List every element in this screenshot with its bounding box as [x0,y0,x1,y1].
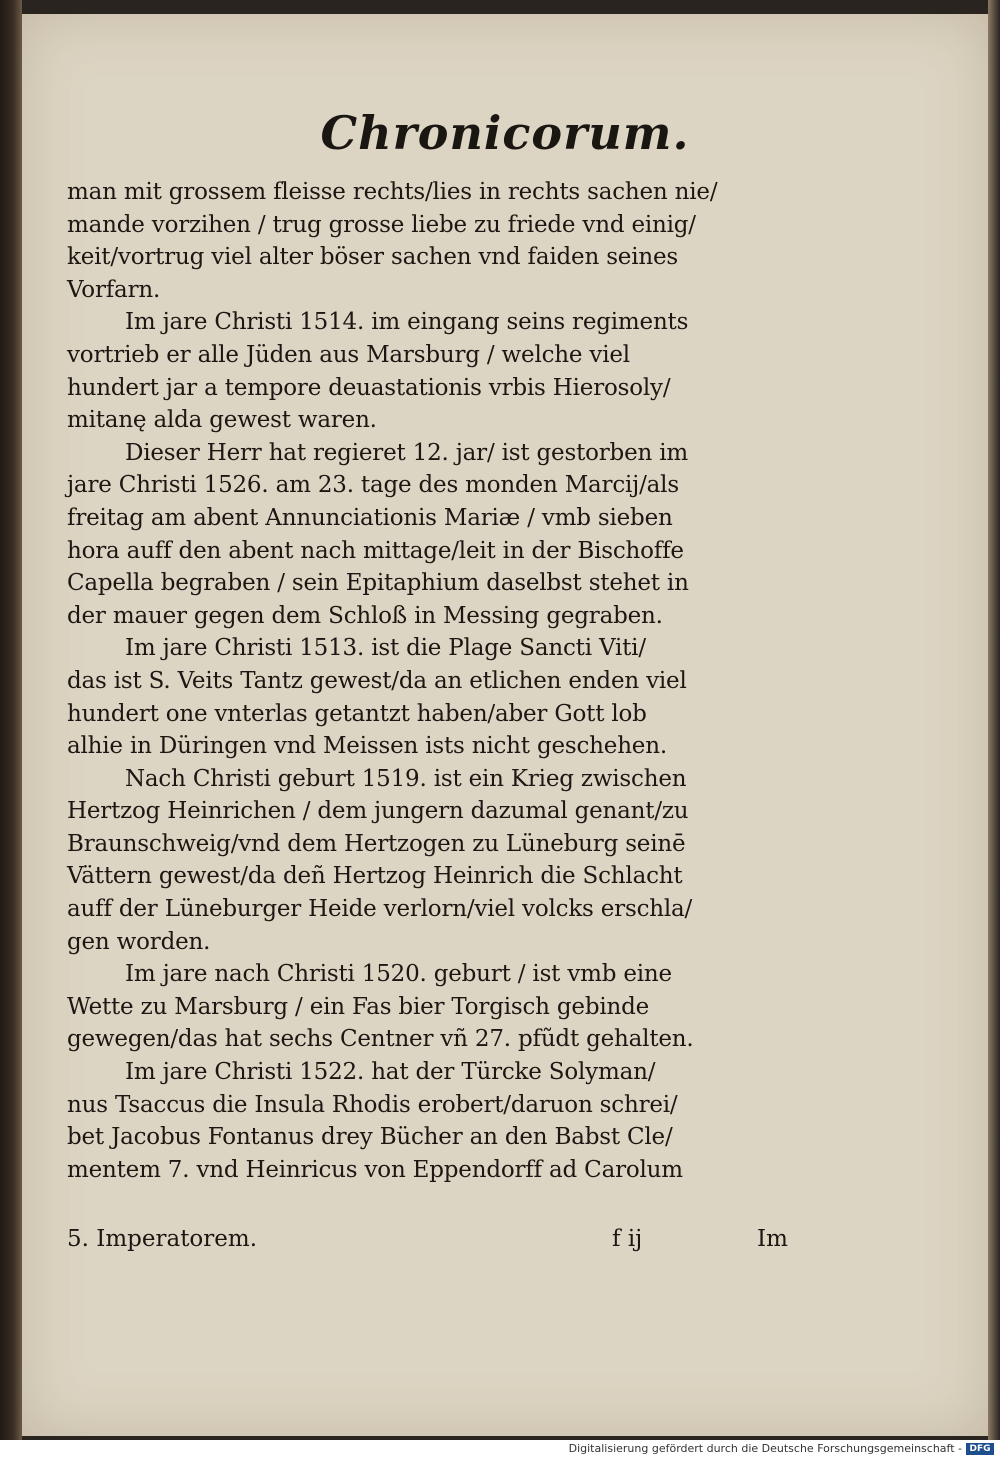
text-line: alhie in Düringen vnd Meissen ists nicht geschehen. [67,733,667,760]
text-line: hundert one vnterlas getantzt haben/aber Gott lob [67,700,647,727]
text-line: gewegen/das hat sechs Centner vñ 27. pfũdt gehalten. [67,1026,694,1053]
text-line: nus Tsaccus die Insula Rhodis erobert/daruon schrei/ [67,1091,678,1118]
text-line: Braunschweig/vnd dem Hertzogen zu Lüneburg seinē [67,830,686,857]
credit-bar [0,1440,1000,1458]
text-line: der mauer gegen dem Schloß in Messing gegraben. [67,602,663,629]
text-line: mande vorzihen / trug grosse liebe zu friede vnd einig/ [67,211,696,238]
catchword: Im [757,1226,788,1252]
dfg-logo: DFG [966,1443,994,1455]
text-line: Im jare nach Christi 1520. geburt / ist vmb eine [125,961,672,988]
text-line: man mit grossem fleisse rechts/lies in rechts sachen nie/ [67,179,718,205]
text-line: bet Jacobus Fontanus drey Bücher an den Babst Cle/ [67,1124,673,1151]
text-line: Im jare Christi 1522. hat der Türcke Solyman/ [125,1059,656,1086]
book-page [22,14,988,1436]
text-line: Vättern gewest/da deñ Hertzog Heinrich die Schlacht [67,863,683,890]
text-line: hora auff den abent nach mittage/leit in der Bischoffe [67,537,684,564]
text-line: das ist S. Veits Tantz gewest/da an etlichen enden viel [67,667,687,694]
text-line: vortrieb er alle Jüden aus Marsburg / welche viel [67,341,630,368]
book-spine-edge [0,0,22,1440]
running-head: Chronicorum. [320,106,690,160]
text-line: Nach Christi geburt 1519. ist ein Krieg zwischen [125,765,687,792]
text-line: mitanę alda gewest waren. [67,407,377,434]
text-line: Dieser Herr hat regieret 12. jar/ ist gestorben im [125,439,688,466]
body-text [67,176,812,1186]
text-line: Vorfarn. [67,276,161,303]
text-line: Im jare Christi 1514. im eingang seins regiments [125,309,689,336]
last-line: 5. Imperatorem. [67,1226,258,1252]
text-line: Hertzog Heinrichen / dem jungern dazumal genant/zu [67,798,689,825]
page-right-edge [988,0,1000,1440]
credit-text: Digitalisierung gefördert durch die Deutsche Forschungsgemeinschaft - [568,1442,962,1455]
text-line: jare Christi 1526. am 23. tage des monden Marcij/als [67,472,679,499]
text-line: auff der Lüneburger Heide verlorn/viel volcks erschla/ [67,896,693,923]
text-line: Wette zu Marsburg / ein Fas bier Torgisch gebinde [67,993,650,1020]
text-line: keit/vortrug viel alter böser sachen vnd faiden seines [67,244,678,271]
page-footer-line [22,1219,787,1259]
text-line: hundert jar a tempore deuastationis vrbis Hierosoly/ [67,374,671,401]
text-line: gen worden. [67,928,211,955]
text-line: Im jare Christi 1513. ist die Plage Sancti Viti/ [125,635,646,662]
text-line: freitag am abent Annunciationis Mariæ / vmb sieben [67,504,673,531]
text-line: Capella begraben / sein Epitaphium daselbst stehet in [67,570,689,597]
signature-mark: f ij [612,1226,643,1252]
text-line: mentem 7. vnd Heinricus von Eppendorff ad Carolum [67,1156,683,1183]
